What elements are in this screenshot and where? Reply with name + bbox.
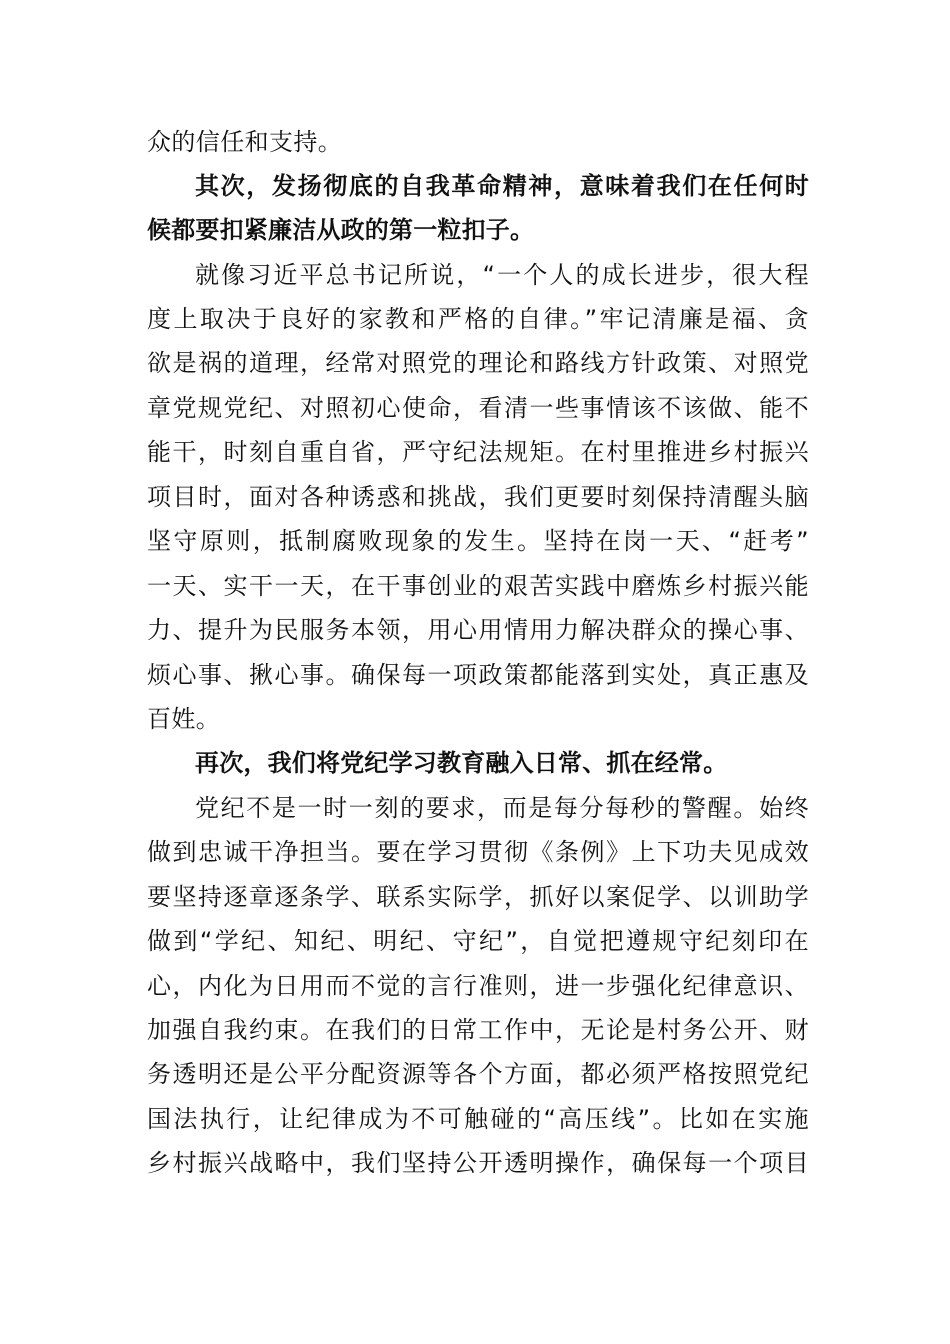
section-heading-line: 其次，发扬彻底的自我革命精神，意味着我们在任何时: [195, 172, 809, 200]
text-line: 党纪不是一时一刻的要求，而是每分每秒的警醒。始终: [195, 794, 809, 822]
text-line: 章党规党纪、对照初心使命，看清一些事情该不该做、能不: [147, 394, 809, 422]
text-line: 心，内化为日用而不觉的言行准则，进一步强化纪律意识、: [147, 972, 809, 1000]
text-line: 能干，时刻自重自省，严守纪法规矩。在村里推进乡村振兴: [147, 438, 809, 466]
section-heading-line: 候都要扣紧廉洁从政的第一粒扣子。: [147, 216, 535, 244]
text-line: 众的信任和支持。: [147, 128, 343, 156]
text-line: 做到忠诚干净担当。要在学习贯彻《条例》上下功夫见成效: [147, 838, 809, 866]
text-line: 做到“学纪、知纪、明纪、守纪”，自觉把遵规守纪刻印在: [147, 927, 809, 955]
text-line: 务透明还是公平分配资源等各个方面，都必须严格按照党纪: [147, 1060, 809, 1088]
text-line: 欲是祸的道理，经常对照党的理论和路线方针政策、对照党: [147, 349, 809, 377]
text-line: 力、提升为民服务本领，用心用情用力解决群众的操心事、: [147, 616, 809, 644]
text-line: 百姓。: [147, 705, 221, 733]
text-line: 国法执行，让纪律成为不可触碰的“高压线”。比如在实施: [147, 1105, 809, 1133]
text-line: 度上取决于良好的家教和严格的自律。”牢记清廉是福、贪: [147, 305, 809, 333]
text-line: 项目时，面对各种诱惑和挑战，我们更要时刻保持清醒头脑: [147, 483, 809, 511]
text-line: 乡村振兴战略中，我们坚持公开透明操作，确保每一个项目: [147, 1149, 809, 1177]
text-line: 要坚持逐章逐条学、联系实际学，抓好以案促学、以训助学: [147, 883, 809, 911]
text-line: 坚守原则，抵制腐败现象的发生。坚持在岗一天、“赶考”: [147, 527, 809, 555]
section-heading-line: 再次，我们将党纪学习教育融入日常、抓在经常。: [195, 749, 728, 777]
text-line: 加强自我约束。在我们的日常工作中，无论是村务公开、财: [147, 1016, 809, 1044]
text-line: 烦心事、揪心事。确保每一项政策都能落到实处，真正惠及: [147, 661, 809, 689]
text-line: 就像习近平总书记所说，“一个人的成长进步，很大程: [195, 261, 809, 289]
text-line: 一天、实干一天，在干事创业的艰苦实践中磨炼乡村振兴能: [147, 572, 809, 600]
